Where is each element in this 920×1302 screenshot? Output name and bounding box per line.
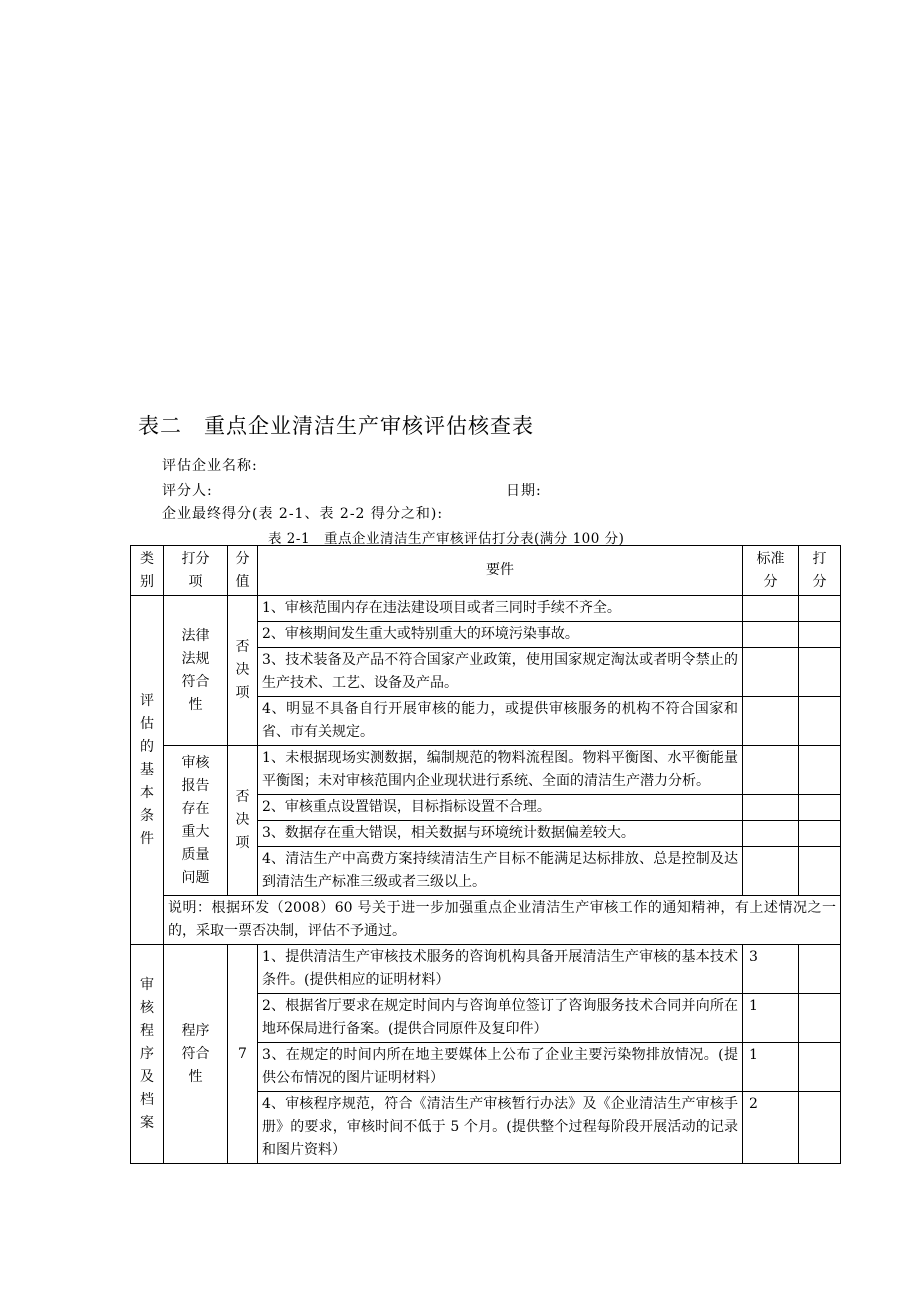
title-prefix: 表二	[138, 414, 182, 438]
requirement-cell: 2、根据省厅要求在规定时间内与咨询单位签订了咨询服务技术合同并向所在地环保局进行备案。(提供合同原件及复印件）	[258, 994, 743, 1043]
score-cell	[799, 648, 841, 697]
score-cell	[799, 622, 841, 648]
standard-cell: 2	[743, 1092, 799, 1164]
header-category: 类别	[131, 546, 164, 596]
company-name-label: 评估企业名称:	[162, 458, 258, 474]
requirement-cell: 3、技术装备及产品不符合国家产业政策，使用国家规定淘汰或者明令禁止的生产技术、工艺、设备及产品。	[258, 648, 743, 697]
header-item: 打分项	[164, 546, 228, 596]
requirement-cell: 4、明显不具备自行开展审核的能力，或提供审核服务的机构不符合国家和省、市有关规定。	[258, 697, 743, 746]
score-cell	[799, 994, 841, 1043]
item-cell-legal: 法律法规符合性	[164, 596, 228, 746]
score-cell	[799, 945, 841, 994]
score-cell	[799, 1092, 841, 1164]
score-cell	[799, 821, 841, 847]
score-cell	[799, 746, 841, 795]
requirement-cell: 3、在规定的时间内所在地主要媒体上公布了企业主要污染物排放情况。(提供公布情况的图片证明材料）	[258, 1043, 743, 1092]
standard-cell	[743, 795, 799, 821]
category-cell-basic: 评估的基本条件	[131, 596, 164, 945]
standard-cell	[743, 648, 799, 697]
requirement-cell: 2、审核重点设置错误，目标指标设置不合理。	[258, 795, 743, 821]
date-label: 日期:	[506, 483, 542, 499]
standard-cell: 1	[743, 1043, 799, 1092]
standard-cell: 1	[743, 994, 799, 1043]
requirement-cell: 1、审核范围内存在违法建设项目或者三同时手续不齐全。	[258, 596, 743, 622]
final-score-label: 企业最终得分(表 2-1、表 2-2 得分之和):	[162, 506, 444, 522]
requirement-cell: 4、清洁生产中高费方案持续清洁生产目标不能满足达标排放、总是控制及达到清洁生产标准三级或者三级以上。	[258, 847, 743, 896]
standard-cell	[743, 847, 799, 896]
table-row	[131, 596, 841, 622]
requirement-cell: 2、审核期间发生重大或特别重大的环境污染事故。	[258, 622, 743, 648]
score-cell	[799, 596, 841, 622]
note-row	[131, 896, 841, 945]
standard-cell	[743, 596, 799, 622]
requirement-cell: 3、数据存在重大错误，相关数据与环境统计数据偏差较大。	[258, 821, 743, 847]
requirement-cell: 4、审核程序规范，符合《清洁生产审核暂行办法》及《企业清洁生产审核手册》的要求，审核时间不低于 5 个月。(提供整个过程每阶段开展活动的记录和图片资料）	[258, 1092, 743, 1164]
document-title	[138, 410, 534, 440]
table-row	[131, 746, 841, 795]
score-cell	[799, 697, 841, 746]
evaluation-table	[130, 545, 841, 1164]
header-standard: 标准分	[743, 546, 799, 596]
standard-cell	[743, 746, 799, 795]
standard-cell	[743, 697, 799, 746]
score-cell	[799, 847, 841, 896]
standard-cell: 3	[743, 945, 799, 994]
standard-cell	[743, 622, 799, 648]
table-caption: 表 2-1 重点企业清洁生产审核评估打分表(满分 100 分)	[268, 531, 625, 547]
scorer-label: 评分人:	[162, 483, 213, 499]
category-cell-procedure: 审核程序及档案	[131, 945, 164, 1164]
standard-cell	[743, 821, 799, 847]
score-cell	[799, 1043, 841, 1092]
score-cell	[799, 795, 841, 821]
header-value: 分值	[228, 546, 258, 596]
requirement-cell: 1、未根据现场实测数据，编制规范的物料流程图。物料平衡图、水平衡能量平衡图；未对审核范围内企业现状进行系统、全面的清洁生产潜力分析。	[258, 746, 743, 795]
header-row	[131, 546, 841, 596]
value-cell-procedure: 7	[228, 945, 258, 1164]
value-cell-legal: 否决项	[228, 596, 258, 746]
requirement-cell: 1、提供清洁生产审核技术服务的咨询机构具备开展清洁生产审核的基本技术条件。(提供相应的证明材料）	[258, 945, 743, 994]
header-requirement: 要件	[258, 546, 743, 596]
value-cell-report: 否决项	[228, 746, 258, 896]
table-row	[131, 945, 841, 994]
header-score: 打分	[799, 546, 841, 596]
item-cell-report: 审核报告存在重大质量问题	[164, 746, 228, 896]
title-text: 重点企业清洁生产审核评估核查表	[204, 414, 534, 438]
note-cell: 说明：根据环发（2008）60 号关于进一步加强重点企业清洁生产审核工作的通知精神，有上述情况之一的，采取一票否决制，评估不予通过。	[164, 896, 841, 945]
item-cell-procedure: 程序符合性	[164, 945, 228, 1164]
